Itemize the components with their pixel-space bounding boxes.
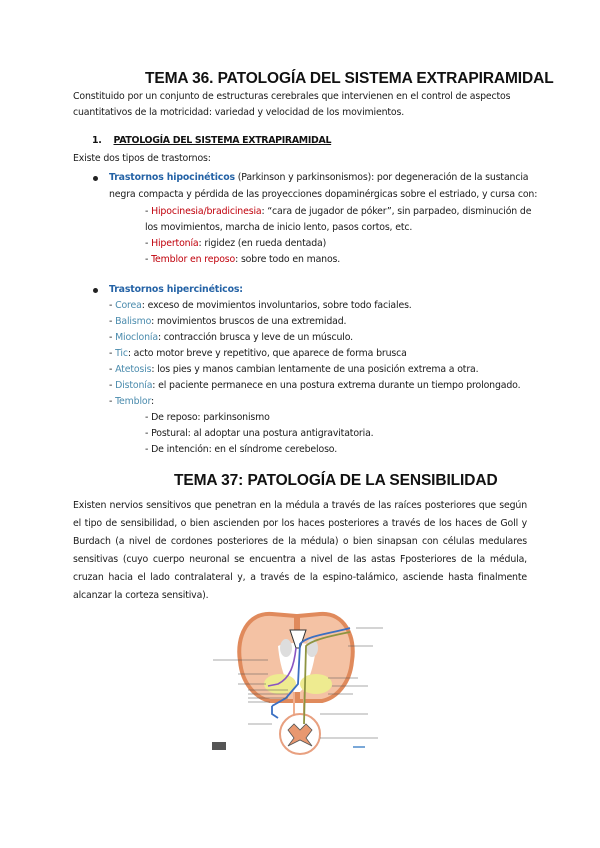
tema37-paragraph: Existen nervios sensitivos que penetran en la médula a través de las raíces posteriores que según el tipo de sensibilidad, o bien ascienden por los haces posteriores a través de los haces de Goll y Burdach (a nivel de cordones posteriores de la médula) o bien sinapsan con células medulares sensitivas (cuyo cuerpo neuronal se encuentra a nivel de las astas Fposteriores de la médula, cruzan hacia el lado contralateral y, a través de la espino-talámico, asciende hasta finalmente alcanzar la corteza sensitiva).	[73, 500, 527, 602]
tema36-title: TEMA 36. PATOLOGÍA DEL SISTEMA EXTRAPIRAMIDAL	[145, 70, 554, 87]
hipocinetico-item: - Temblor en reposo: sobre todo en manos.	[145, 254, 341, 265]
term-mioclonia: Mioclonía	[115, 332, 158, 343]
hipercineticos-label: Trastornos hipercinéticos:	[109, 284, 243, 295]
tema36-intro-line1: Constituido por un conjunto de estructuras cerebrales que intervienen en el control de aspectos	[73, 91, 511, 102]
sensory-pathways-figure	[208, 606, 398, 756]
hipercinetico-item: - Atetosis: los pies y manos cambian lentamente de una posición extrema a otra.	[109, 364, 479, 375]
section1-heading-label: PATOLOGÍA DEL SISTEMA EXTRAPIRAMIDAL	[113, 135, 332, 146]
hipocineticos-line1	[109, 170, 528, 186]
hipercinetico-item: - Mioclonía: contracción brusca y leve de un músculo.	[109, 332, 353, 343]
bullet-icon	[93, 176, 98, 181]
hipocineticos-label: Trastornos hipocinéticos	[109, 172, 235, 183]
hipocineticos-desc2: negra compacta y pérdida de las proyecciones dopaminérgicas sobre el estriado, y cursa con:	[109, 189, 538, 200]
term-temblor-reposo: Temblor en reposo	[151, 254, 236, 265]
hipocinetico-item: - Hipocinesia/bradicinesia: “cara de jugador de póker”, sin parpadeo, disminución de	[145, 206, 532, 217]
hipercinetico-item: - Balismo: movimientos bruscos de una extremidad.	[109, 316, 347, 327]
hipocinetico-item-cont: los movimientos, marcha de inicio lento, pasos cortos, etc.	[145, 222, 413, 233]
term-hipertonia: Hipertonía	[151, 238, 199, 249]
term-balismo: Balismo	[115, 316, 152, 327]
hipercinetico-item: - Temblor:	[109, 396, 155, 407]
hipercinetico-item: - Tic: acto motor breve y repetitivo, que aparece de forma brusca	[109, 348, 407, 359]
hipocineticos-desc1: (Parkinson y parkinsonismos): por degeneración de la sustancia	[234, 172, 529, 183]
temblor-type: - De intención: en el síndrome cerebeloso.	[145, 444, 338, 455]
hipocinetico-item: - Hipertonía: rigidez (en rueda dentada)	[145, 238, 327, 249]
section1-heading	[92, 135, 331, 146]
sensory-pathways-diagram	[208, 606, 398, 756]
term-distonia: Distonía	[115, 380, 153, 391]
term-tic: Tic	[115, 348, 128, 359]
term-atetosis: Atetosis	[115, 364, 152, 375]
term-hipocinesia: Hipocinesia/bradicinesia	[151, 206, 262, 217]
hipercinetico-item: - Corea: exceso de movimientos involuntarios, sobre todo faciales.	[109, 300, 412, 311]
section1-number: 1.	[92, 135, 102, 146]
tema37-title: TEMA 37: PATOLOGÍA DE LA SENSIBILIDAD	[174, 472, 498, 489]
section1-lead: Existe dos tipos de trastornos:	[73, 153, 211, 164]
temblor-type: - Postural: al adoptar una postura antigravitatoria.	[145, 428, 374, 439]
term-corea: Corea	[115, 300, 142, 311]
bullet-icon	[93, 288, 98, 293]
term-temblor: Temblor	[115, 396, 152, 407]
hipercinetico-item: - Distonía: el paciente permanece en una postura extrema durante un tiempo prolongado.	[109, 380, 521, 391]
temblor-type: - De reposo: parkinsonismo	[145, 412, 270, 423]
tema36-intro-line2: cuantitativos de la motricidad: variedad y velocidad de los movimientos.	[73, 107, 405, 118]
